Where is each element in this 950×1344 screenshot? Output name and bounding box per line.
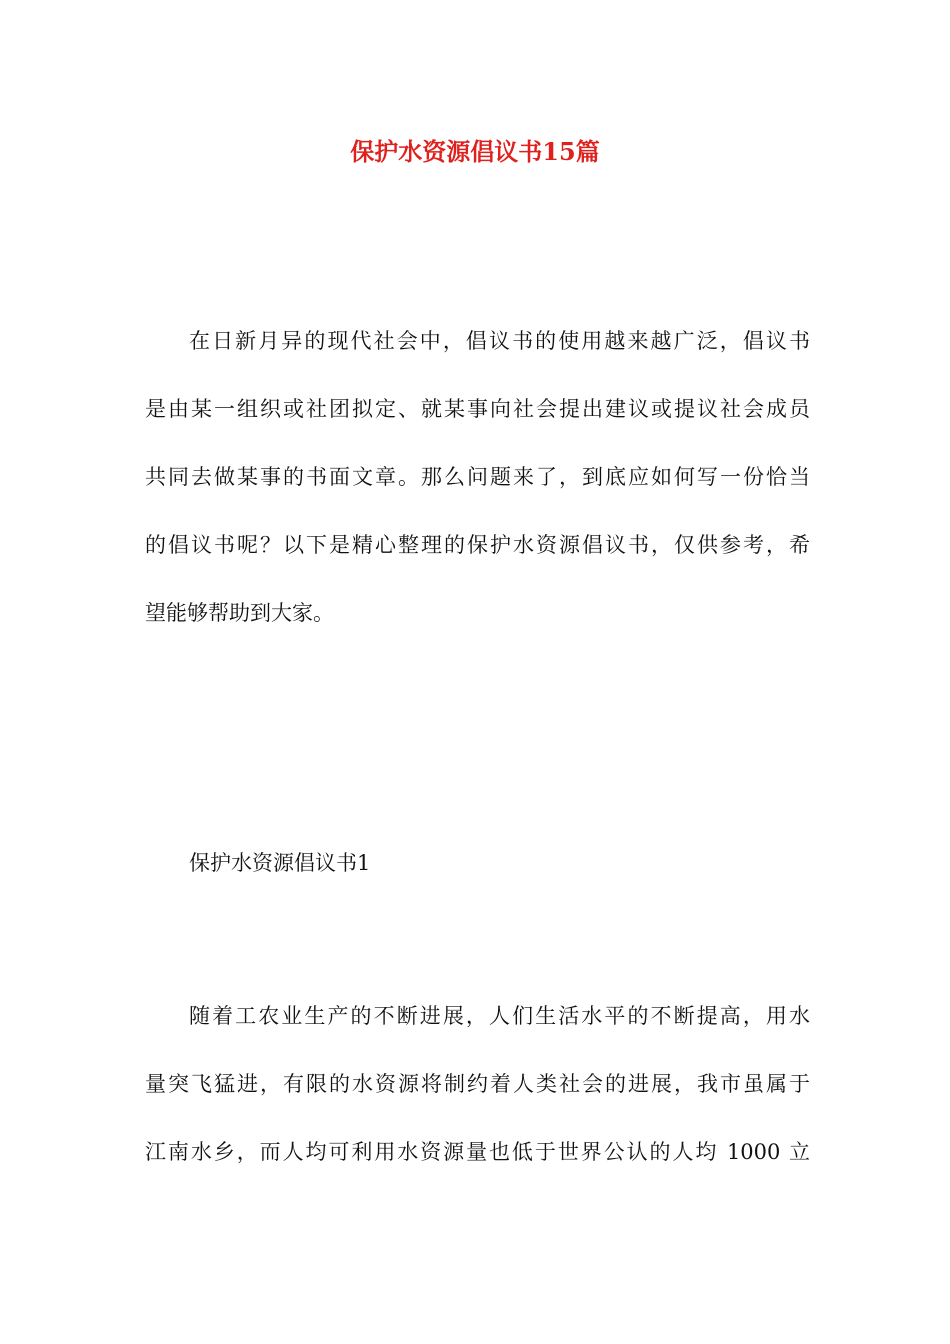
section-1-line: 量突飞猛进，有限的水资源将制约着人类社会的进展，我市虽属于 <box>145 1072 810 1096</box>
section-1-line: 随着工农业生产的不断进展，人们生活水平的不断提高，用水 <box>189 1004 810 1028</box>
section-heading: 保护水资源倡议书1 <box>189 851 371 875</box>
document-title: 保护水资源倡议书15篇 <box>350 137 600 166</box>
intro-line: 共同去做某事的书面文章。那么问题来了，到底应如何写一份恰当 <box>145 465 810 489</box>
intro-paragraph <box>145 307 810 647</box>
intro-line: 的倡议书呢？以下是精心整理的保护水资源倡议书，仅供参考，希 <box>145 533 810 557</box>
section-1-line: 江南水乡，而人均可利用水资源量也低于世界公认的人均 1000 立 <box>145 1140 810 1164</box>
section-1-paragraph <box>145 982 810 1186</box>
intro-line: 是由某一组织或社团拟定、就某事向社会提出建议或提议社会成员 <box>145 397 810 421</box>
intro-line: 在日新月异的现代社会中，倡议书的使用越来越广泛，倡议书 <box>189 329 810 353</box>
intro-line: 望能够帮助到大家。 <box>145 601 334 625</box>
